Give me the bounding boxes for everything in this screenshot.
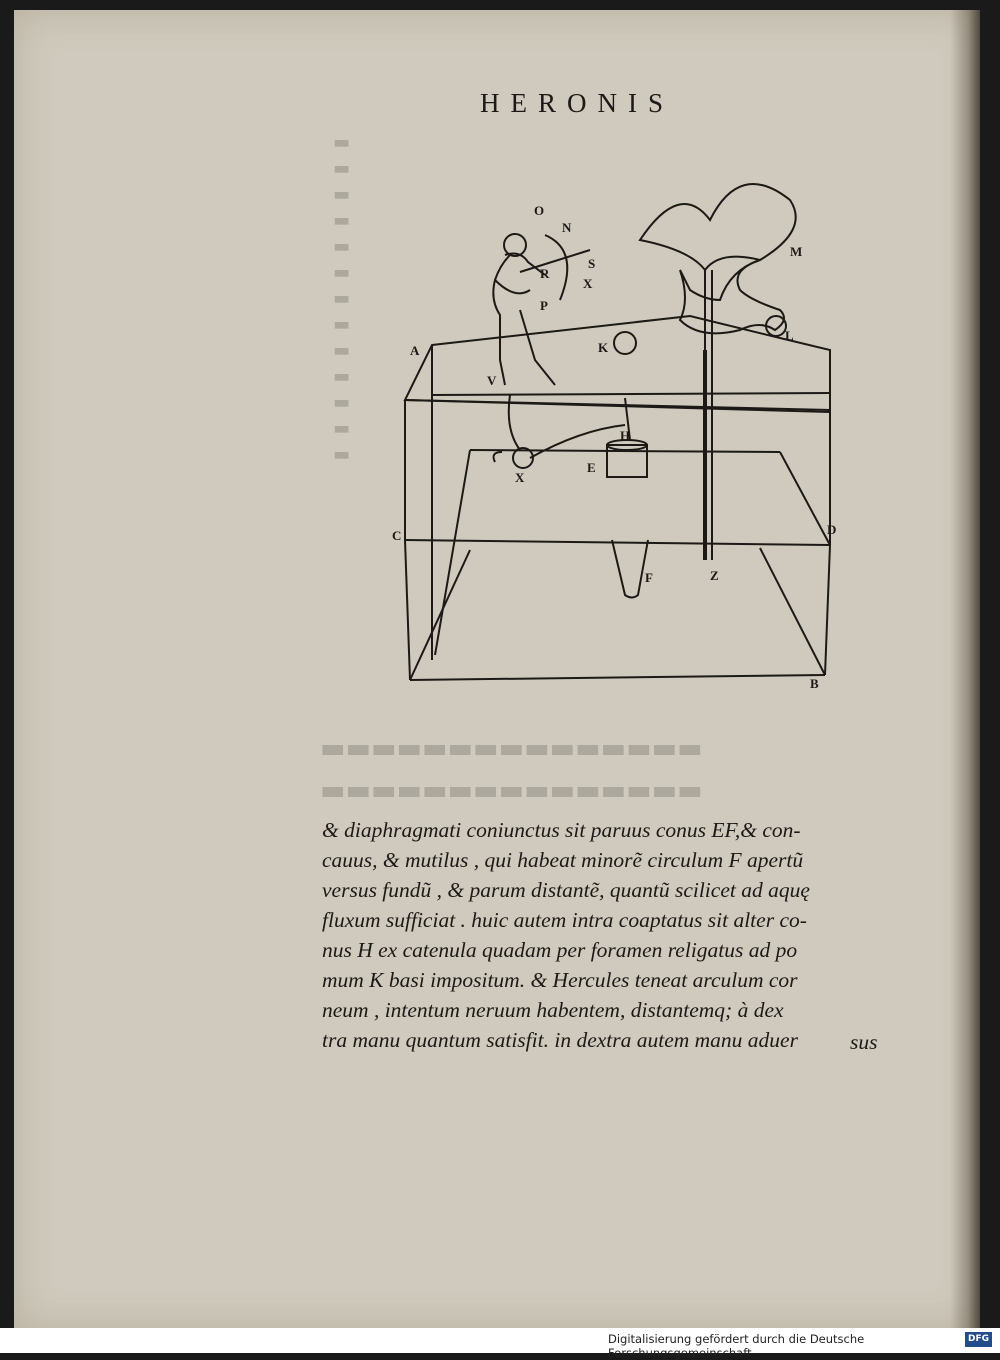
label-R: R [540, 266, 550, 281]
cone-F [612, 540, 648, 598]
label-F: F [645, 570, 653, 585]
text-line: mum K basi impositum. & Hercules teneat arculum cor [322, 968, 798, 992]
text-line: nus H ex catenula quadam per foramen religatus ad po [322, 938, 798, 962]
dragon [680, 260, 784, 333]
label-O: O [534, 203, 545, 218]
label-S: S [588, 256, 596, 271]
label-N: N [562, 220, 572, 235]
label-A: A [410, 343, 420, 358]
text-line: cauus, & mutilus , qui habeat minorẽ circulum F apertũ [322, 848, 804, 872]
label-E: E [587, 460, 596, 475]
body-text [322, 815, 907, 1055]
text-line: fluxum sufficiat . huic autem intra coaptatus sit alter co- [322, 908, 807, 932]
label-P: P [540, 298, 548, 313]
label-V: V [487, 373, 497, 388]
dfg-logo: DFG [965, 1332, 992, 1347]
tree-foliage [640, 184, 796, 270]
tree-trunk [705, 270, 712, 350]
label-M: M [790, 244, 803, 259]
catchword: sus [850, 1030, 878, 1054]
label-X: X [583, 276, 593, 291]
apple-K [614, 332, 636, 354]
page-header: HERONIS [480, 88, 675, 118]
bleed-through-band: ▬▬▬▬▬▬▬▬▬▬▬▬▬▬▬ ▬▬▬▬▬▬▬▬▬▬▬▬▬▬▬ [320, 736, 703, 809]
label-C: C [392, 528, 402, 543]
label-K: K [598, 340, 609, 355]
text-line: neum , intentum neruum habentem, distantemq; à dex [322, 998, 784, 1022]
label-H: H [620, 428, 631, 443]
label-B: B [810, 676, 819, 691]
text-line: & diaphragmati coniunctus sit paruus conus EF,& con- [322, 818, 801, 842]
label-X2: X [515, 470, 525, 485]
label-D: D [827, 522, 837, 537]
text-line: tra manu quantum satisfit. in dextra autem manu aduer [322, 1028, 798, 1052]
footer-credit: Digitalisierung gefördert durch die Deutsche Forschungsgemeinschaft - [608, 1332, 865, 1360]
digitization-footer [0, 1328, 1000, 1360]
bleed-through-column: ▬ ▬ ▬ ▬ ▬ ▬ ▬ ▬ ▬ ▬ ▬ ▬ ▬ [332, 132, 350, 465]
label-L: L [785, 328, 794, 343]
text-line: versus fundũ , & parum distantẽ, quantũ scilicet ad aquę [322, 878, 810, 902]
label-Z: Z [710, 568, 719, 583]
